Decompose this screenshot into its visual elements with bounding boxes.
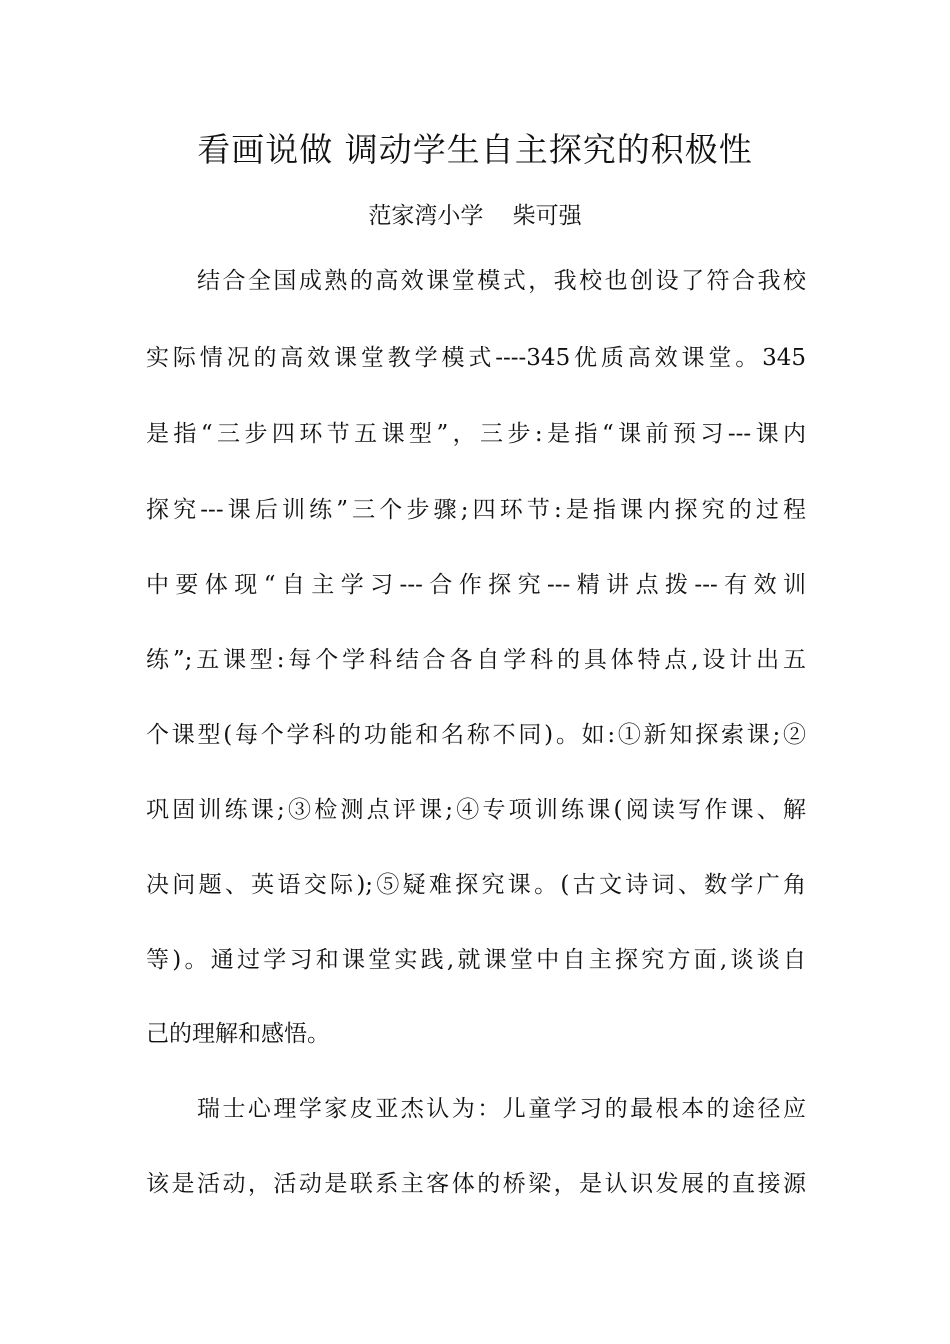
paragraph-1-line-2: 实际情况的高效课堂教学模式----345优质高效课堂。345	[146, 345, 806, 371]
paragraph-1-line-4: 探究---课后训练”三个步骤;四环节:是指课内探究的过程	[146, 497, 806, 523]
paragraph-1-line-5: 中要体现“自主学习---合作探究---精讲点拨---有效训	[146, 572, 806, 598]
paragraph-1-line-3: 是指“三步四环节五课型”，三步:是指“课前预习---课内	[146, 421, 806, 447]
paragraph-1-line-11: 己的理解和感悟。	[146, 1021, 330, 1047]
paragraph-1-line-9: 决问题、英语交际);⑤疑难探究课。(古文诗词、数学广角	[146, 872, 806, 898]
paragraph-1-line-1: 结合全国成熟的高效课堂模式，我校也创设了符合我校	[146, 268, 806, 294]
paragraph-2-line-2: 该是活动，活动是联系主客体的桥梁，是认识发展的直接源	[146, 1171, 806, 1197]
paragraph-2-line-1: 瑞士心理学家皮亚杰认为：儿童学习的最根本的途径应	[146, 1096, 806, 1122]
document-title: 看画说做 调动学生自主探究的积极性	[197, 130, 753, 169]
author-byline: 范家湾小学 柴可强	[368, 203, 582, 229]
paragraph-1-line-6: 练”;五课型:每个学科结合各自学科的具体特点,设计出五	[146, 647, 806, 673]
paragraph-1-line-7: 个课型(每个学科的功能和名称不同)。如:①新知探索课;②	[146, 722, 806, 748]
paragraph-1-line-10: 等)。通过学习和课堂实践,就课堂中自主探究方面,谈谈自	[146, 947, 806, 973]
paragraph-1-line-8: 巩固训练课;③检测点评课;④专项训练课(阅读写作课、解	[146, 797, 806, 823]
